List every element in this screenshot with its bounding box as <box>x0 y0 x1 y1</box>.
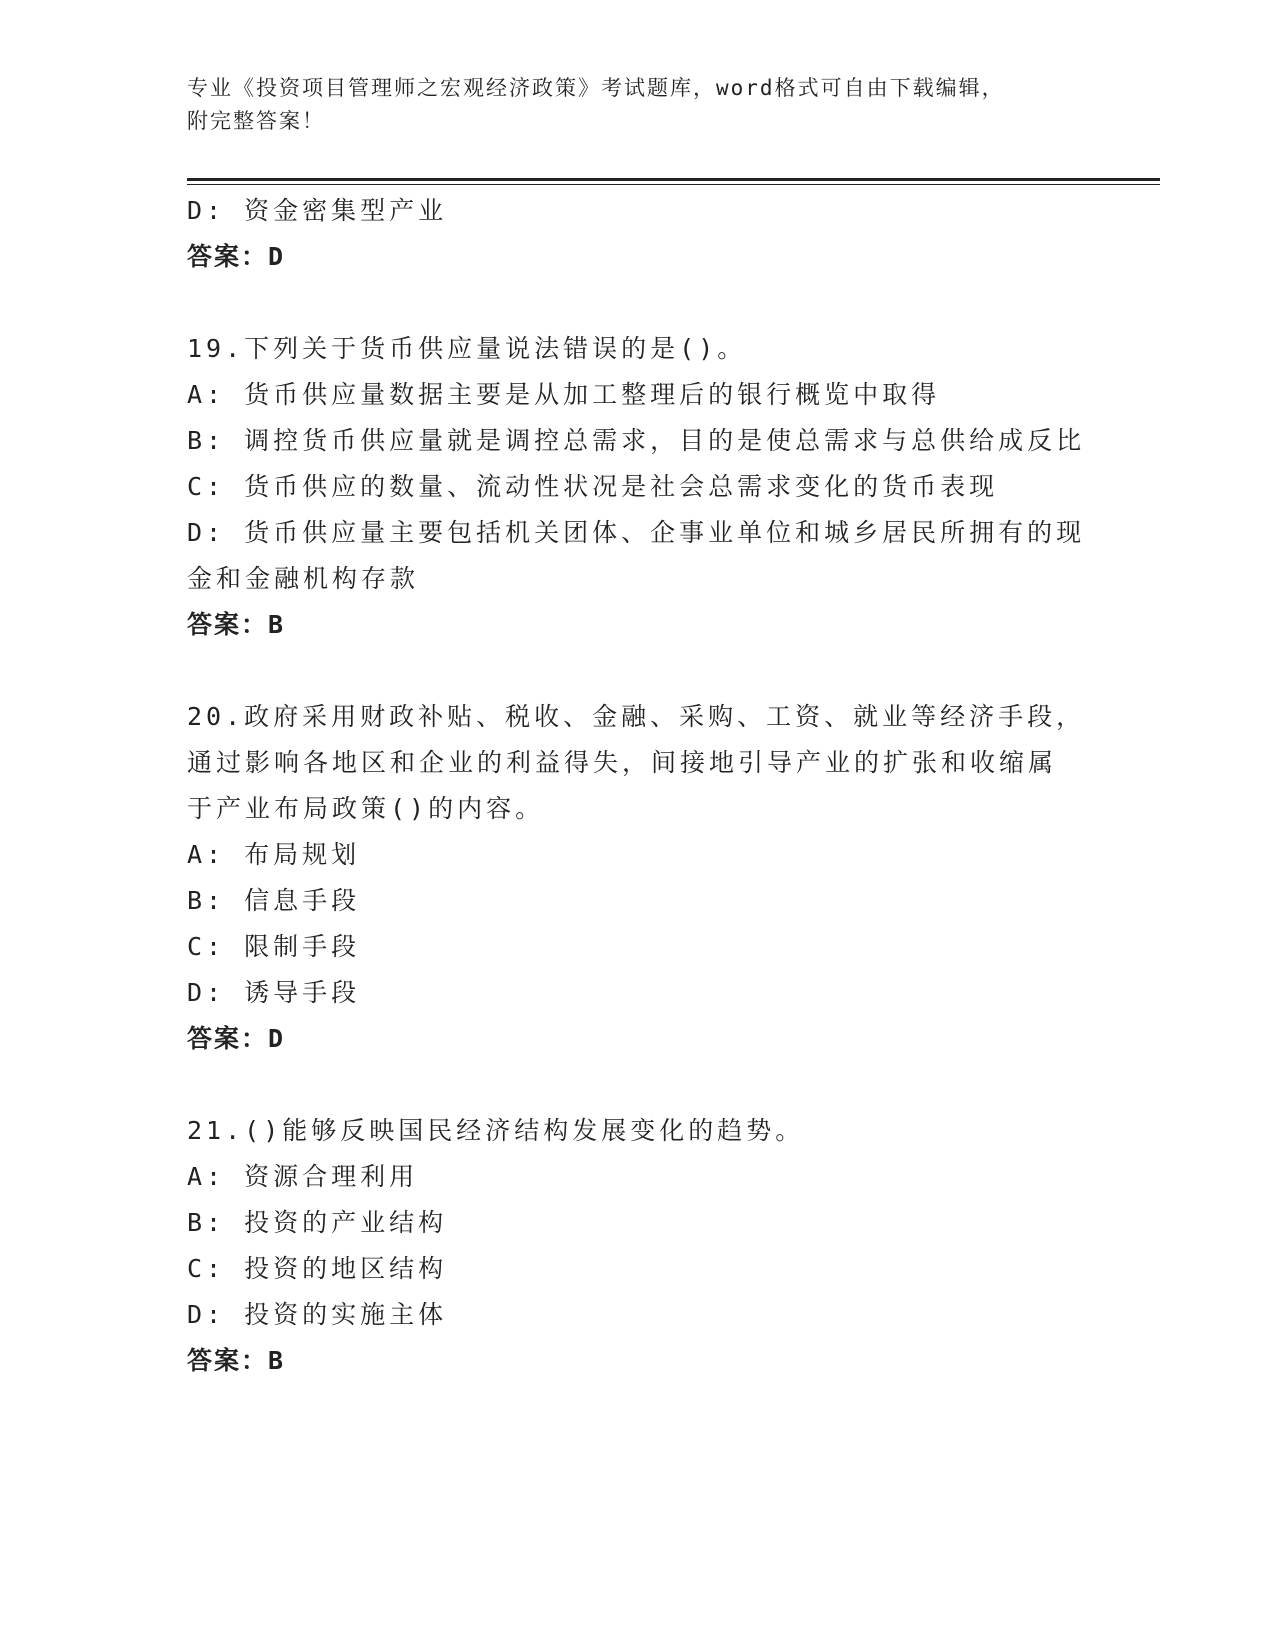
header-rule-thin <box>187 184 1160 185</box>
question-20 <box>187 694 1087 1062</box>
option-d: D: 投资的实施主体 <box>187 1300 448 1329</box>
option-d: D: 资金密集型产业 <box>187 196 448 225</box>
option-d: D: 诱导手段 <box>187 978 361 1007</box>
option-a: A: 布局规划 <box>187 840 361 869</box>
answer: 答案：D <box>187 242 286 271</box>
option-a: A: 资源合理利用 <box>187 1162 419 1191</box>
question-stem-continued: 通过影响各地区和企业的利益得失，间接地引导产业的扩张和收缩属 <box>187 748 1058 777</box>
spacer <box>187 648 1087 694</box>
option-c: C: 货币供应的数量、流动性状况是社会总需求变化的货币表现 <box>187 472 999 501</box>
option-b: B: 信息手段 <box>187 886 361 915</box>
answer: 答案：D <box>187 1024 286 1053</box>
option-a: A: 货币供应量数据主要是从加工整理后的银行概览中取得 <box>187 380 941 409</box>
spacer <box>187 1062 1087 1108</box>
option-c: C: 限制手段 <box>187 932 361 961</box>
spacer <box>187 280 1087 326</box>
question-stem: 19.下列关于货币供应量说法错误的是()。 <box>187 334 747 363</box>
answer: 答案：B <box>187 610 286 639</box>
question-21 <box>187 1108 1087 1384</box>
answer: 答案：B <box>187 1346 286 1375</box>
question-18-tail <box>187 188 1087 280</box>
option-b: B: 投资的产业结构 <box>187 1208 448 1237</box>
option-c: C: 投资的地区结构 <box>187 1254 448 1283</box>
question-19 <box>187 326 1087 648</box>
header-line-1: 专业《投资项目管理师之宏观经济政策》考试题库，word格式可自由下载编辑， <box>187 76 1005 100</box>
question-stem-continued: 于产业布局政策()的内容。 <box>187 794 545 823</box>
option-d-continued: 金和金融机构存款 <box>187 564 420 593</box>
question-stem: 21.()能够反映国民经济结构发展变化的趋势。 <box>187 1116 805 1145</box>
question-list <box>187 188 1087 1384</box>
question-stem: 20.政府采用财政补贴、税收、金融、采购、工资、就业等经济手段， <box>187 702 1086 731</box>
option-b: B: 调控货币供应量就是调控总需求，目的是使总需求与总供给成反比 <box>187 426 1086 455</box>
header-line-2: 附完整答案！ <box>187 109 325 133</box>
option-d: D: 货币供应量主要包括机关团体、企事业单位和城乡居民所拥有的现 <box>187 518 1086 547</box>
header-rule-thick <box>187 178 1160 181</box>
document-header <box>187 72 1087 138</box>
